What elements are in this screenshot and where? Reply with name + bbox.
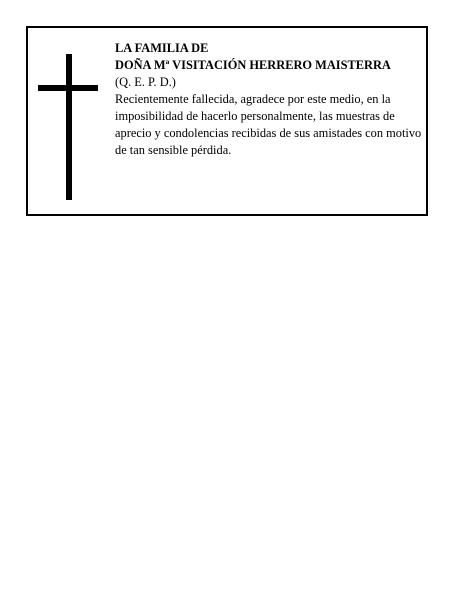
heading-family: LA FAMILIA DE — [115, 41, 209, 55]
heading-deceased-name: DOÑA Mª VISITACIÓN HERRERO MAISTERRA — [115, 58, 391, 72]
obituary-notice — [26, 26, 428, 216]
cross-horizontal-bar — [38, 85, 98, 91]
notice-text — [115, 40, 423, 159]
gratitude-message: Recientemente fallecida, agradece por este medio, en la imposibilidad de hacerlo personalmente, las muestras de aprecio y condolencias recibidas de sus amistades con motivo de tan sensible pérdida. — [115, 92, 422, 157]
cross-vertical-bar — [66, 54, 72, 200]
cross-icon — [38, 54, 98, 200]
qepd-line: (Q. E. P. D.) — [115, 75, 176, 89]
